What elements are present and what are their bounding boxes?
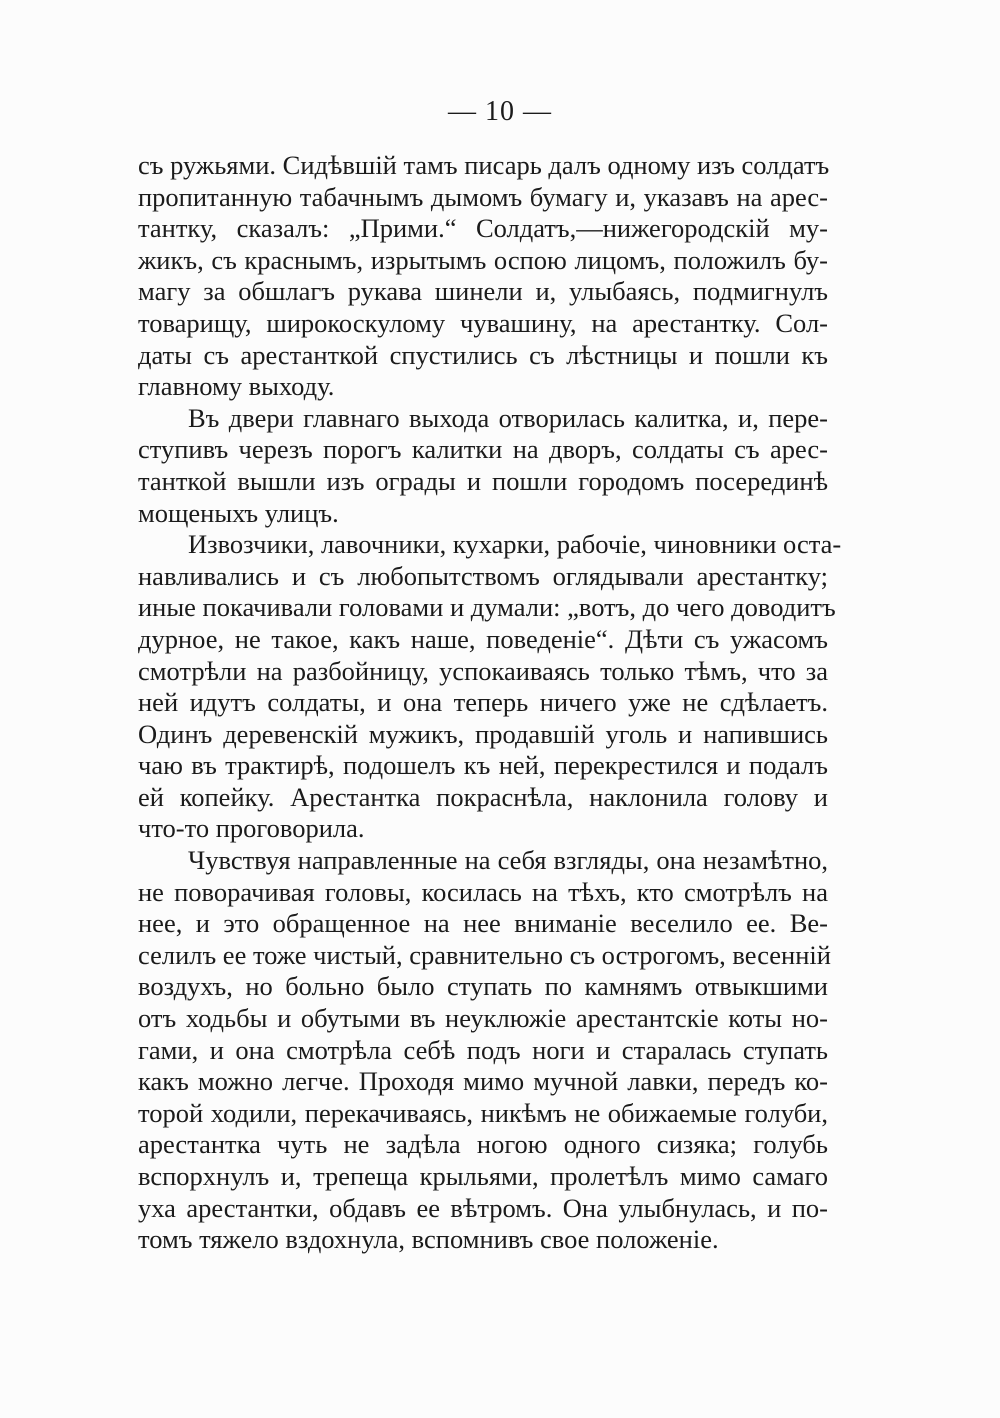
text-line: ей копейку. Арестантка покраснѣла, наклонила голову и <box>138 781 828 812</box>
paragraph-1 <box>138 150 828 403</box>
text-line: ступивъ черезъ порогъ калитки на дворъ, солдаты съ арес- <box>138 434 828 465</box>
text-line: дурное, не такое, какъ наше, поведеніе“. Дѣти съ ужасомъ <box>138 623 828 654</box>
text-line: Извозчики, лавочники, кухарки, рабочіе, чиновники оста- <box>188 529 842 560</box>
text-line: отъ ходьбы и обутыми въ неуклюжіе арестантскіе коты но- <box>138 1003 828 1034</box>
text-line: вспорхнулъ и, трепеща крыльями, пролетѣлъ мимо самаго <box>138 1161 828 1191</box>
page-number: — 10 — <box>448 96 552 127</box>
text-line: танткой вышли изъ ограды и пошли городомъ посерединѣ <box>138 465 828 496</box>
paragraph-3 <box>138 529 842 845</box>
text-line: уха арестантки, обдавъ ее вѣтромъ. Она улыбнулась, и по- <box>138 1192 828 1223</box>
text-line: ней идутъ солдаты, и она теперь ничего уже не сдѣлаетъ. <box>138 687 828 718</box>
text-line: селилъ ее тоже чистый, сравнительно съ острогомъ, весенній <box>138 939 831 970</box>
text-line: съ ружьями. Сидѣвшій тамъ писарь далъ одному изъ солдатъ <box>138 150 830 180</box>
text-line: даты съ арестанткой спустились съ лѣстницы и пошли къ <box>138 339 828 370</box>
text-line: мощеныхъ улицъ. <box>138 497 339 528</box>
text-line: воздухъ, но больно было ступать по камнямъ отвыкшими <box>138 971 828 1002</box>
text-line: Одинъ деревенскій мужикъ, продавшій уголь и напившись <box>138 718 828 749</box>
text-line: гами, и она смотрѣла себѣ подъ ноги и старалась ступать <box>138 1034 828 1065</box>
text-line: чаю въ трактирѣ, подошелъ къ ней, перекрестился и подалъ <box>138 750 828 781</box>
text-line: не поворачивая головы, косилась на тѣхъ, кто смотрѣлъ на <box>138 876 828 907</box>
text-line: нее, и это обращенное на нее вниманіе веселило ее. Ве- <box>138 908 828 939</box>
text-line: что-то проговорила. <box>138 813 365 844</box>
text-line: тантку, сказалъ: „Прими.“ Солдатъ,—нижегородскій му- <box>138 213 828 244</box>
body-text <box>138 150 842 1256</box>
text-line: томъ тяжело вздохнула, вспомнивъ свое положеніе. <box>138 1224 719 1255</box>
text-line: магу за обшлагъ рукава шинели и, улыбаясь, подмигнулъ <box>138 276 828 307</box>
paragraph-4 <box>138 845 831 1256</box>
text-line: арестантка чуть не задѣла ногою одного сизяка; голубь <box>138 1129 828 1160</box>
text-line: Въ двери главнаго выхода отворилась калитка, и, пере- <box>188 402 828 433</box>
text-line: товарищу, широкоскулому чувашину, на арестантку. Сол- <box>138 307 828 338</box>
text-line: Чувствуя направленные на себя взгляды, она незамѣтно, <box>188 845 828 876</box>
text-line: навливались и съ любопытствомъ оглядывали арестантку; <box>138 560 828 591</box>
text-line: пропитанную табачнымъ дымомъ бумагу и, указавъ на арес- <box>138 181 828 212</box>
text-line: смотрѣли на разбойницу, успокаиваясь только тѣмъ, что за <box>138 655 828 686</box>
text-line: торой ходили, перекачиваясь, никѣмъ не обижаемые голуби, <box>138 1097 828 1128</box>
text-line: главному выходу. <box>138 371 335 402</box>
text-line: какъ можно легче. Проходя мимо мучной лавки, передъ ко- <box>138 1066 828 1097</box>
text-line: иные покачивали головами и думали: „вотъ, до чего доводитъ <box>138 592 836 623</box>
paragraph-2 <box>138 403 828 529</box>
text-line: жикъ, съ краснымъ, изрытымъ оспою лицомъ, положилъ бу- <box>138 244 828 275</box>
